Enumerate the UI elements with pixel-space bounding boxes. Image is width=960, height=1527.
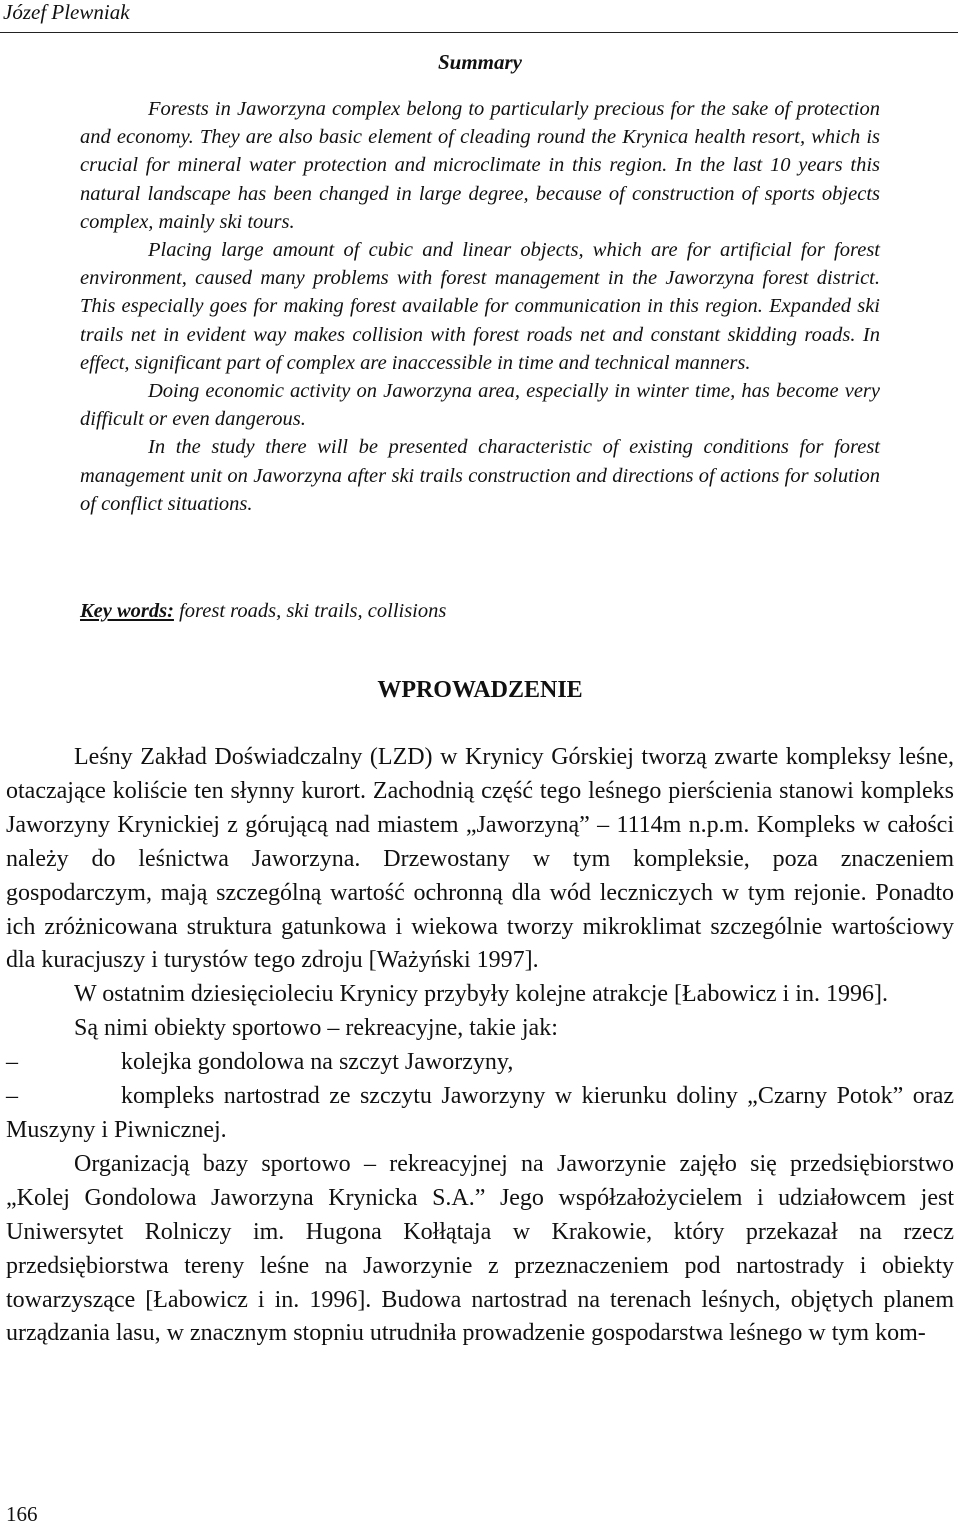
list-item: [6, 1046, 954, 1080]
running-header-author: Józef Plewniak: [3, 0, 130, 24]
list-dash: –: [6, 1083, 18, 1110]
summary-paragraph: Placing large amount of cubic and linear objects, which are for artificial for forest environment, caused many problems with forest management in the Jaworzyna forest district. This especially goes for making forest available for communication in this region. Expanded ski trails net in evident way makes collision with forest roads net and constant skidding roads. In effect, significant part of complex are inaccessible in time and technical manners.: [80, 239, 880, 374]
list-item-text: kolejka gondolowa na szczyt Jaworzyny,: [121, 1049, 514, 1076]
keywords-list: forest roads, ski trails, collisions: [173, 600, 447, 622]
keywords-label: Key words:: [80, 600, 174, 622]
body-paragraph: W ostatnim dziesięcioleciu Krynicy przybyły kolejne atrakcje [Łabowicz i in. 1996].: [74, 981, 888, 1008]
summary-paragraph: Doing economic activity on Jaworzyna area, especially in winter time, has become very difficult or even dangerous.: [80, 380, 880, 431]
summary-paragraph: In the study there will be presented characteristic of existing conditions for forest management unit on Jaworzyna after ski trails construction and directions of actions for solution of conflict situations.: [80, 436, 880, 515]
body-paragraph: Są nimi obiekty sportowo – rekreacyjne, takie jak:: [74, 1015, 558, 1042]
body-text: [6, 741, 954, 1351]
running-header: [0, 0, 958, 33]
body-paragraph: Organizacją bazy sportowo – rekreacyjnej na Jaworzynie zajęło się przedsiębiorstwo „Kolej Gondolowa Jaworzyna Krynicka S.A.” Jego współzałożycielem i udziałowcem jest Uniwersytet Rolniczy im. Hugona Kołłątaja w Krakowie, który przekazał na rzecz przedsiębiorstwa tereny leśne na Jaworzynie z przeznaczeniem pod nartostrady i obiekty towarzyszące [Łabowicz i in. 1996]. Budowa nartostrad na terenach leśnych, objętych planem urządzania lasu, w znacznym stopniu utrudniła prowadzenie gospodarstwa leśnego w tym kom-: [6, 1150, 954, 1347]
section-heading: WPROWADZENIE: [377, 677, 583, 703]
summary-title: Summary: [437, 50, 523, 74]
page-number: 166: [6, 1502, 38, 1526]
list-item: [6, 1080, 954, 1148]
summary-paragraph: Forests in Jaworzyna complex belong to particularly precious for the sake of protection and economy. They are also basic element of cleading round the Krynica health resort, which is crucial for mineral water protection and microclimate in this region. In the last 10 years this natural landscape has been changed in large degree, because of construction of sports objects complex, mainly ski tours.: [80, 98, 880, 233]
keywords: [80, 600, 446, 623]
summary-abstract: [80, 95, 880, 518]
body-paragraph: Leśny Zakład Doświadczalny (LZD) w Krynicy Górskiej tworzą zwarte kompleksy leśne, otaczające koliście ten słynny kurort. Zachodnią część tego leśnego pierścienia stanowi kompleks Jaworzyny Krynickiej z górującą nad miastem „Jaworzyną” – 1114m n.p.m. Kompleks w całości należy do leśnictwa Jaworzyna. Drzewostany w tym kompleksie, poza znaczeniem gospodarczym, mają szczególną wartość ochronną dla wód leczniczych w tym rejonie. Ponadto ich zróżnicowana struktura gatunkowa i wiekowa tworzy mikroklimat szczególnie wartościowy dla kuracjuszy i turystów tego zdroju [Ważyński 1997].: [6, 744, 954, 974]
list-item-text: kompleks nartostrad ze szczytu Jaworzyny w kierunku doliny „Czarny Potok” oraz Muszyny i Piwnicznej.: [6, 1083, 954, 1143]
list-dash: –: [6, 1049, 18, 1076]
